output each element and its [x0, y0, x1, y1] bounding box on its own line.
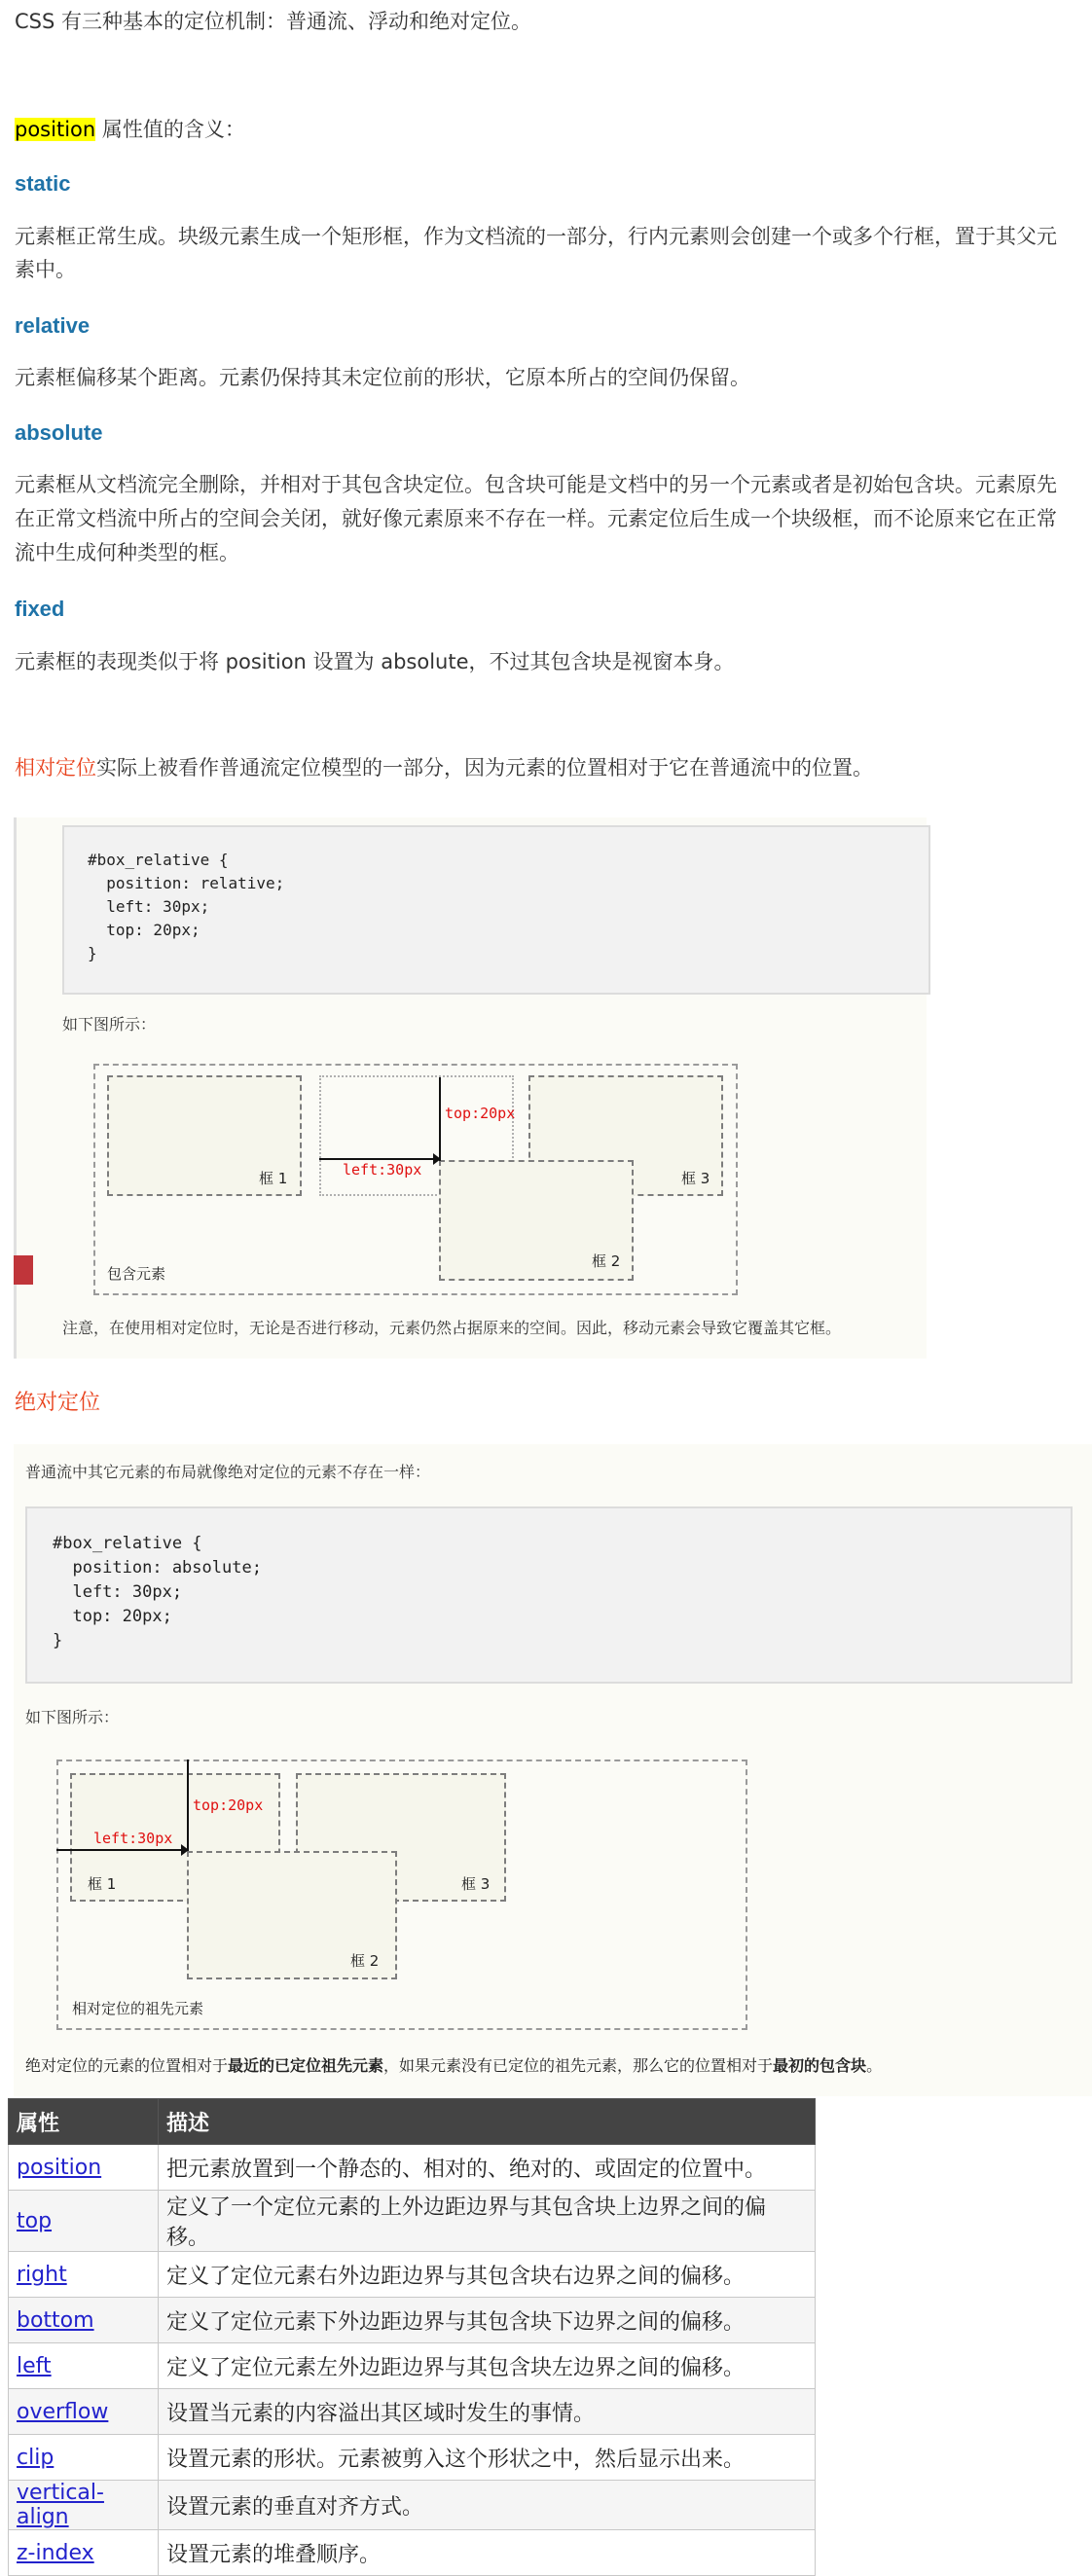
arrow-right-icon [181, 1844, 189, 1856]
absolute-lead: 普通流中其它元素的布局就像绝对定位的元素不存在一样： [25, 1463, 431, 1481]
absolute-code-box [25, 1506, 1073, 1684]
table-row [9, 2343, 816, 2389]
absolute-caption: 如下图所示： [25, 1708, 120, 1726]
absolute-note-b: 最近的已定位祖先元素 [228, 2056, 384, 2075]
table-cell-desc: 把元素放置到一个静态的、相对的、绝对的、或固定的位置中。 [159, 2145, 816, 2191]
table-row [9, 2389, 816, 2435]
absolute-desc-line2: 在正常文档流中所占的空间会关闭，就好像元素原来不存在一样。元素定位后生成一个块级框，而不论原来它在正常 [15, 507, 1057, 530]
absolute-box3-label: 框 3 [461, 1875, 491, 1893]
absolute-top-label: top:20px [193, 1796, 264, 1814]
static-desc-line2: 素中。 [15, 258, 76, 281]
table-row [9, 2252, 816, 2298]
link-right[interactable]: right [17, 2262, 67, 2287]
relative-panel-red-marker [14, 1255, 33, 1285]
relative-note: 注意，在使用相对定位时，无论是否进行移动，元素仍然占据原来的空间。因此，移动元素会导致它覆盖其它框。 [62, 1319, 842, 1337]
intro-text: CSS 有三种基本的定位机制：普通流、浮动和绝对定位。 [15, 10, 531, 33]
relative-lead [15, 750, 873, 785]
static-desc-line1: 元素框正常生成。块级元素生成一个矩形框，作为文档流的一部分，行内元素则会创建一个或多个行框，置于其父元 [15, 225, 1057, 248]
relative-caption: 如下图所示： [62, 1015, 157, 1034]
relative-left-label: left:30px [343, 1161, 422, 1179]
relative-code-box [62, 825, 930, 995]
table-cell-desc: 设置元素的堆叠顺序。 [159, 2530, 816, 2576]
heading-relative: relative [15, 313, 91, 338]
table-row [9, 2145, 816, 2191]
absolute-note-a: 绝对定位的元素的位置相对于 [25, 2056, 229, 2075]
relative-box3-label: 框 3 [681, 1170, 710, 1187]
absolute-container-label: 相对定位的祖先元素 [72, 2000, 204, 2017]
absolute-heading: 绝对定位 [15, 1391, 101, 1415]
link-vertical-align[interactable]: vertical-align [17, 2481, 104, 2529]
table-cell-desc: 定义了定位元素下外边距边界与其包含块下边界之间的偏移。 [159, 2298, 816, 2343]
table-cell-desc: 定义了定位元素左外边距边界与其包含块左边界之间的偏移。 [159, 2343, 816, 2389]
table-cell-desc: 定义了定位元素右外边距边界与其包含块右边界之间的偏移。 [159, 2252, 816, 2298]
absolute-box2-label: 框 2 [350, 1952, 380, 1970]
table-row [9, 2298, 816, 2343]
position-highlight: position [15, 118, 96, 141]
table-header-property: 属性 [9, 2099, 159, 2145]
relative-lead-red: 相对定位 [15, 756, 96, 780]
relative-desc: 元素框偏移某个距离。元素仍保持其未定位前的形状，它原本所占的空间仍保留。 [15, 366, 750, 389]
table-row [9, 2530, 816, 2576]
link-clip[interactable]: clip [17, 2445, 55, 2470]
absolute-box1-label: 框 1 [88, 1875, 117, 1893]
absolute-desc-line3: 流中生成何种类型的框。 [15, 541, 239, 564]
table-cell-desc: 设置元素的垂直对齐方式。 [159, 2481, 816, 2530]
relative-code: #box_relative { position: relative; left: 30px; top: 20px; } [88, 851, 285, 962]
relative-top-label: top:20px [445, 1105, 516, 1122]
link-left[interactable]: left [17, 2353, 52, 2378]
absolute-desc-line1: 元素框从文档流完全删除，并相对于其包含块定位。包含块可能是文档中的另一个元素或者是初始包含块。元素原先 [15, 473, 1057, 496]
absolute-note-e: 。 [866, 2056, 883, 2075]
link-overflow[interactable]: overflow [17, 2399, 109, 2424]
table-row [9, 2435, 816, 2481]
link-position[interactable]: position [17, 2155, 102, 2180]
table-cell-desc: 设置元素的形状。元素被剪入这个形状之中，然后显示出来。 [159, 2435, 816, 2481]
fixed-desc: 元素框的表现类似于将 position 设置为 absolute，不过其包含块是视窗本身。 [15, 650, 735, 673]
table-cell-desc: 定义了一个定位元素的上外边距边界与其包含块上边界之间的偏移。 [159, 2191, 816, 2252]
properties-table [8, 2098, 816, 2576]
link-z-index[interactable]: z-index [17, 2540, 94, 2565]
relative-container-label: 包含元素 [107, 1265, 166, 1283]
absolute-top-arrow-line [187, 1760, 189, 1851]
link-top[interactable]: top [17, 2208, 53, 2233]
position-meaning-rest: 属性值的含义： [95, 118, 245, 141]
absolute-left-label: left:30px [93, 1830, 173, 1847]
absolute-note [25, 2053, 882, 2076]
heading-static: static [15, 171, 71, 196]
absolute-code: #box_relative { position: absolute; left: 30px; top: 20px; } [53, 1534, 262, 1651]
absolute-note-d: 最初的包含块 [773, 2056, 867, 2075]
heading-absolute: absolute [15, 420, 103, 445]
relative-left-arrow-line [319, 1158, 438, 1160]
heading-fixed: fixed [15, 597, 65, 621]
absolute-left-arrow-line [56, 1849, 187, 1851]
relative-lead-rest: 实际上被看作普通流定位模型的一部分，因为元素的位置相对于它在普通流中的位置。 [96, 756, 873, 780]
position-meaning [15, 112, 245, 147]
arrow-right-icon [433, 1153, 441, 1165]
link-bottom[interactable]: bottom [17, 2307, 94, 2333]
relative-box1-label: 框 1 [259, 1170, 288, 1187]
table-row [9, 2481, 816, 2530]
table-header-description: 描述 [159, 2099, 816, 2145]
table-row [9, 2191, 816, 2252]
relative-top-arrow-line [439, 1077, 441, 1161]
relative-box2-label: 框 2 [592, 1252, 621, 1270]
absolute-note-c: ，如果元素没有已定位的祖先元素，那么它的位置相对于 [383, 2056, 774, 2075]
table-cell-desc: 设置当元素的内容溢出其区域时发生的事情。 [159, 2389, 816, 2435]
table-header-row [9, 2099, 816, 2145]
